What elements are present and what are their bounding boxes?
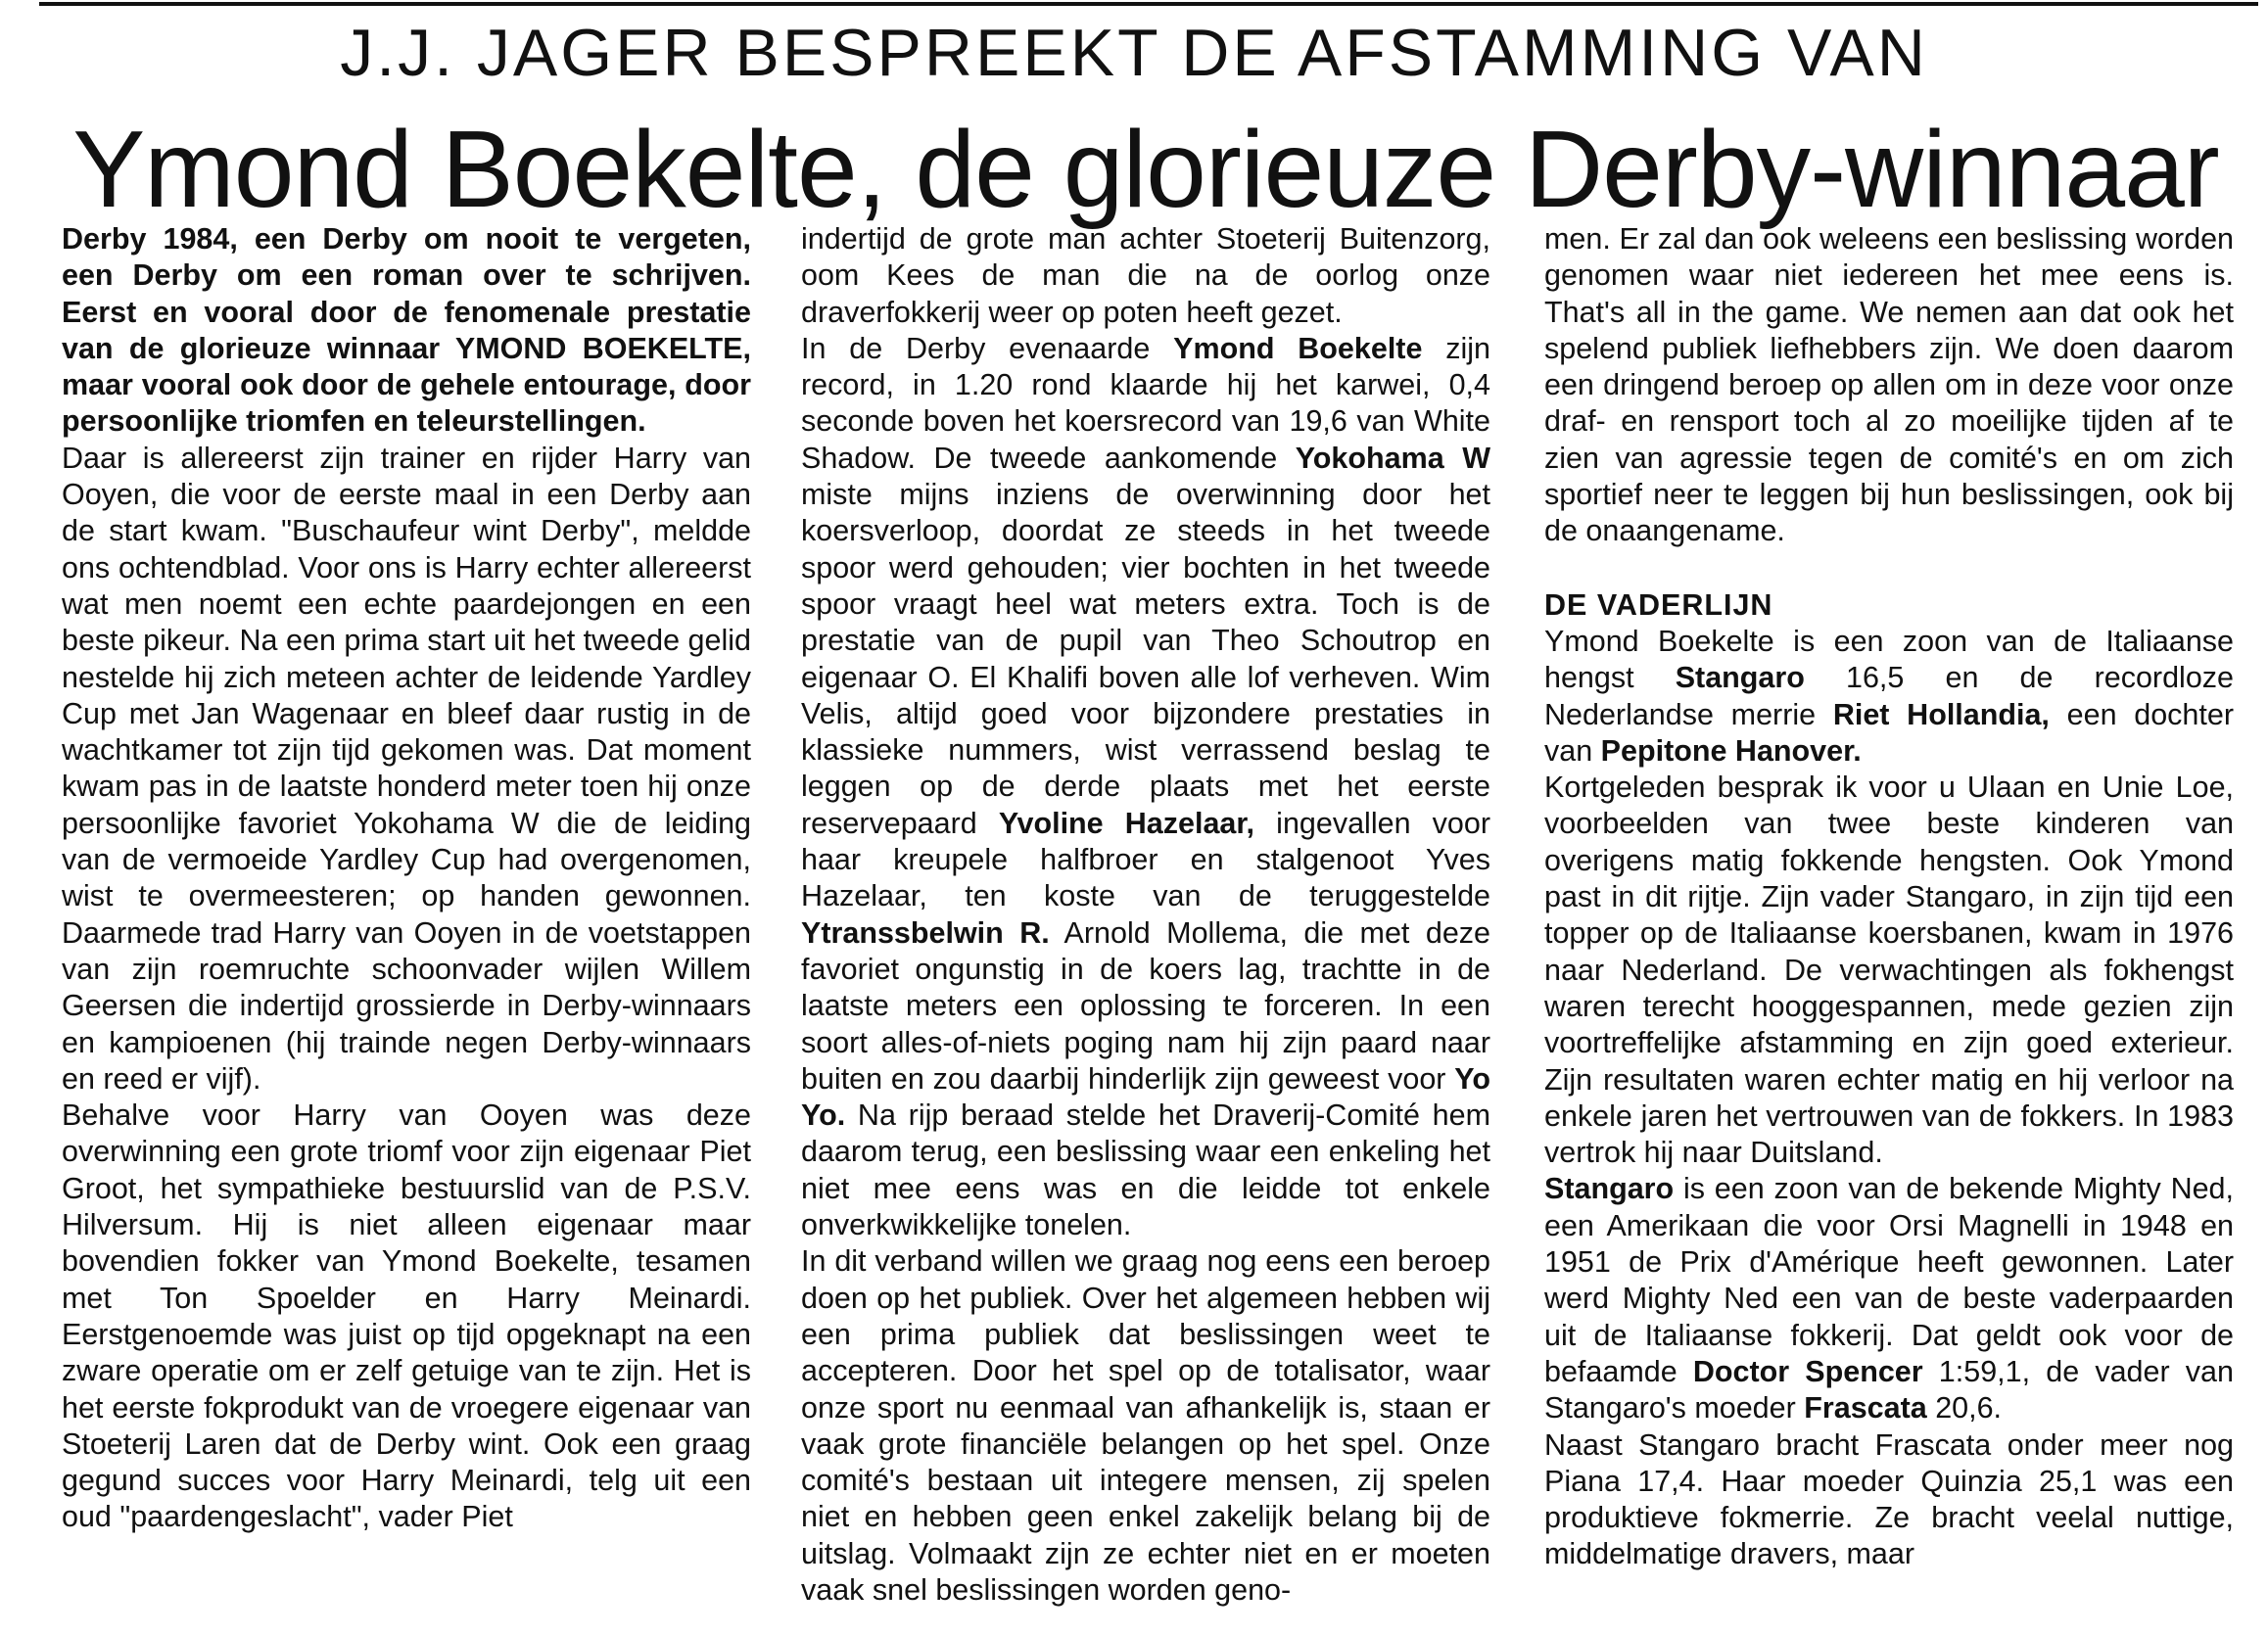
paragraph-continued: indertijd de grote man achter Stoeterij Buitenzorg, oom Kees de man die na de oorlog onze draverfokkerij weer op poten heeft gezet. (801, 222, 1490, 329)
horse-name: Ytranssbelwin R. (801, 915, 1050, 950)
horse-name: Doctor Spencer (1692, 1354, 1923, 1388)
text: een dochter van (1544, 697, 2234, 768)
horse-name: Frascata (1804, 1391, 1927, 1426)
top-rule (39, 2, 2258, 6)
text: 16,5 en de recordloze Nederlandse merrie (1544, 661, 2234, 731)
paragraph-owner: Behalve voor Harry van Ooyen was deze overwinning een grote triomf voor zijn eigenaar Piet Groot, het sympathieke bestuurslid van de P.S.V. Hilversum. Hij is niet alleen eigenaar maar bovendien fokker van Ymond Boekelte, tesamen met Ton Spoelder en Harry Meinardi. Eerstgenoemde was juist op tijd opgeknapt na een zware operatie om er zelf getuige van te zijn. Het is het eerste fokprodukt van de vroegere eigenaar van Stoeterij Laren dat de Derby wint. Ook een graag gegund succes voor Harry Meinardi, telg uit een oud "paardengeslacht", vader Piet (62, 1098, 751, 1534)
horse-name: Riet Hollandia, (1832, 697, 2050, 731)
horse-name: Yvoline Hazelaar, (998, 806, 1255, 840)
horse-name: Yokohama W (1295, 441, 1490, 475)
horse-name: Pepitone Hanover. (1600, 733, 1862, 768)
horse-name: Stangaro (1544, 1172, 1675, 1206)
text: Ymond Boekelte is een zoon van de Italiaanse hengst (1544, 624, 2234, 695)
spacer (1544, 550, 2234, 587)
paragraph-trainer: Daar is allereerst zijn trainer en rijder Harry van Ooyen, die voor de eerste maal in een Derby aan de start kwam. "Buschaufeur wint Derby", meldde ons ochtendblad. Voor ons is Harry echter allereerst wat men noemt een echte paardejongen en een beste pikeur. Na een prima start uit het tweede gelid nestelde hij zich meteen achter de leidende Yardley Cup met Jan Wagenaar en bleef daar rustig in de wachtkamer tot zijn tijd gekomen was. Dat moment kwam pas in de laatste honderd meter toen hij onze persoonlijke favoriet Yokohama W die de leiding van de vermoeide Yardley Cup had overgenomen, wist te overmeesteren; op handen gewonnen. Daarmede trad Harry van Ooyen in de voetstappen van zijn roemruchte schoonvader wijlen Willem Geersen die indertijd grossierde in Derby-winnaars en kampioenen (hij trainde negen Derby-winnaars en reed er vijf). (62, 441, 751, 1096)
paragraph-grandsire (1544, 1171, 2234, 1426)
article-headline: Ymond Boekelte, de glorieuze Derby-winnaar (72, 109, 2219, 230)
paragraph-sire: Kortgeleden besprak ik voor u Ulaan en Unie Loe, voorbeelden van twee beste kinderen van overigens matig fokkende hengsten. Ook Ymond past in dit rijtje. Zijn vader Stangaro, in zijn tijd een topper op de Italiaanse koersbanen, kwam in 1976 naar Nederland. De verwachtingen als fokhengst waren terecht hooggespannen, mede gezien zijn voortreffelijke afstamming en zijn goed exterieur. Zijn resultaten waren echter matig en hij verloor na enkele jaren het vertrouwen van de fokkers. In 1983 vertrok hij naar Duitsland. (1544, 771, 2234, 1170)
text: Arnold Mollema, die met deze favoriet ongunstig in de koers lag, trachtte in de laatste meters een oplossing te forceren. In een soort alles-of-niets poging nam hij zijn paard naar buiten en zou daarbij hinderlijk zijn geweest voor (801, 915, 1490, 1096)
text: In de Derby evenaarde (801, 331, 1174, 365)
text: ingevallen voor haar kreupele halfbroer en stalgenoot Yves Hazelaar, ten koste van de teruggestelde (801, 806, 1490, 913)
text: miste mijns inziens de overwinning door het koersverloop, doordat ze steeds in het tweede spoor werd gehouden; vier bochten in het tweede spoor vraagt heel wat meters extra. Toch is de prestatie van de pupil van Theo Schoutrop en eigenaar O. El Khalifi boven alle lof verheven. Wim Velis, altijd goed voor bijzondere prestaties in klassieke nummers, wist verrassend beslag te leggen op de derde plaats met het eerste reservepaard (801, 478, 1490, 840)
article-column-3 (1544, 221, 2234, 1631)
paragraph-public: In dit verband willen we graag nog eens een beroep doen op het publiek. Over het algemeen hebben wij een prima publiek dat beslissingen weet te accepteren. Door het spel op de totalisator, waar onze sport nu eenmaal van afhankelijk is, staan er vaak grote financiële belangen op het spel. Onze comité's bestaan uit integere mensen, zij spelen niet en hebben geen enkel zakelijk belang bij de uitslag. Volmaakt zijn ze echter niet en er moeten vaak snel beslissingen worden geno- (801, 1244, 1490, 1607)
lead-paragraph: Derby 1984, een Derby om nooit te vergeten, een Derby om een roman over te schrijven. Eerst en vooral door de fenomenale prestatie van de glorieuze winnaar YMOND BOEKELTE, maar vooral ook door de gehele entourage, door persoonlijke triomfen en teleurstellingen. (62, 222, 751, 439)
horse-name: Stangaro (1675, 661, 1805, 695)
text: 20,6. (1926, 1391, 2003, 1426)
text: is een zoon van de bekende Mighty Ned, een Amerikaan die voor Orsi Magnelli in 1948 en 1951 de Prix d'Amérique heeft gewonnen. Later werd Mighty Ned een van de beste vaderpaarden uit de Italiaanse fokkerij. Dat geldt ook voor de befaamde (1544, 1172, 2234, 1388)
horse-name: Ymond Boekelte (1173, 331, 1423, 365)
section-subhead: DE VADERLIJN (1544, 587, 1773, 622)
paragraph-dam: Naast Stangaro bracht Frascata onder meer nog Piana 17,4. Haar moeder Quinzia 25,1 was een produktieve fokmerrie. Ze bracht veelal nuttige, middelmatige dravers, maar (1544, 1427, 2234, 1571)
paragraph-continued: men. Er zal dan ook weleens een beslissing worden genomen waar niet iedereen het mee eens is. That's all in the game. We nemen aan dat ook het spelend publiek liefhebbers zijn. We doen daarom een dringend beroep op allen om in deze voor onze draf- en rensport toch al zo moeilijke tijden af te zien van agressie tegen de comité's en om zich sportief neer te leggen bij hun beslissingen, ook bij de onaangename. (1544, 222, 2234, 548)
text: Na rijp beraad stelde het Draverij-Comité hem daarom terug, een beslissing waar een enkeling het niet mee eens was en die leidde tot enkele onverkwikkelijke tonelen. (801, 1098, 1490, 1242)
horse-name: Yo Yo. (801, 1061, 1490, 1133)
article-kicker: J.J. JAGER BESPREEKT DE AFSTAMMING VAN (340, 16, 1928, 90)
text: 1:59,1, de vader van Stangaro's moeder (1544, 1354, 2234, 1426)
article-column-2 (801, 221, 1490, 1631)
paragraph-pedigree (1544, 624, 2234, 770)
text: zijn record, in 1.20 rond klaarde hij het karwei, 0,4 seconde boven het koersrecord van 19,6 van White Shadow. De tweede aankomende (801, 331, 1490, 475)
article-column-1 (62, 221, 751, 1631)
paragraph-race (801, 331, 1490, 1243)
